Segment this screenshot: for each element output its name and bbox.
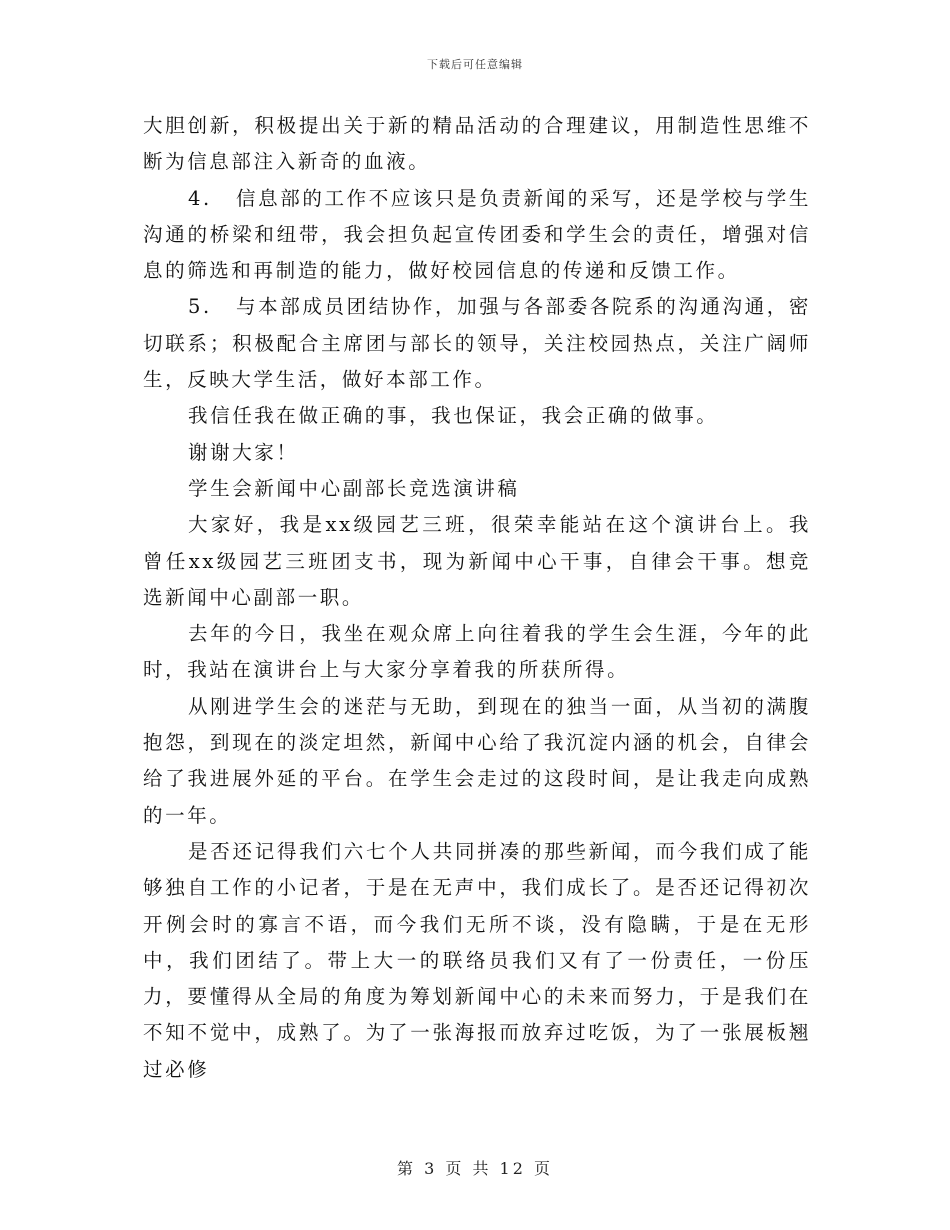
item-text: 与本部成员团结协作，加强与各部委各院系的沟通沟通，密切联系；积极配合主席团与部长的领导，关注校园热点，关注广阔师生，反映大学生活，做好本部工作。 xyxy=(143,295,811,392)
paragraph-pledge: 我信任我在做正确的事，我也保证，我会正确的做事。 xyxy=(188,404,719,428)
item-number: 4. xyxy=(188,186,212,210)
document-body xyxy=(143,108,811,1088)
page-number: 第 3 页 共 12 页 xyxy=(397,1159,553,1178)
paragraph-continuation: 大胆创新，积极提出关于新的精品活动的合理建议，用制造性思维不断为信息部注入新奇的血液。 xyxy=(143,114,811,174)
section-title: 学生会新闻中心副部长竞选演讲稿 xyxy=(188,476,520,500)
item-text: 信息部的工作不应该只是负责新闻的采写，还是学校与学生沟通的桥梁和纽带，我会担负起宣传团委和学生会的责任，增强对信息的筛选和再制造的能力，做好校园信息的传递和反馈工作。 xyxy=(143,186,811,283)
paragraph-last-year: 去年的今日，我坐在观众席上向往着我的学生会生涯，今年的此时，我站在演讲台上与大家分享着我的所获所得。 xyxy=(143,622,811,682)
paragraph-intro: 大家好，我是xx级园艺三班，很荣幸能站在这个演讲台上。我曾任xx级园艺三班团支书，现为新闻中心干事，自律会干事。想竞选新闻中心副部一职。 xyxy=(143,513,811,609)
numbered-item-5 xyxy=(143,289,811,398)
paragraph-growth: 从刚进学生会的迷茫与无助，到现在的独当一面，从当初的满腹抱怨，到现在的淡定坦然，新闻中心给了我沉淀内涵的机会，自律会给了我进展外延的平台。在学生会走过的这段时间，是让我走向成熟的一年。 xyxy=(143,694,811,827)
header-note: 下载后可任意编辑 xyxy=(427,58,523,71)
numbered-item-4 xyxy=(143,181,811,290)
item-number: 5. xyxy=(188,295,212,319)
paragraph-memories: 是否还记得我们六七个人共同拼凑的那些新闻，而今我们成了能够独自工作的小记者，于是在无声中，我们成长了。是否还记得初次开例会时的寡言不语，而今我们无所不谈，没有隐瞒，于是在无形中，我们团结了。带上大一的联络员我们又有了一份责任，一份压力，要懂得从全局的角度为筹划新闻中心的未来而努力，于是我们在不知不觉中，成熟了。为了一张海报而放弃过吃饭，为了一张展板翘过必修 xyxy=(143,839,811,1081)
paragraph-thanks: 谢谢大家！ xyxy=(188,440,299,464)
